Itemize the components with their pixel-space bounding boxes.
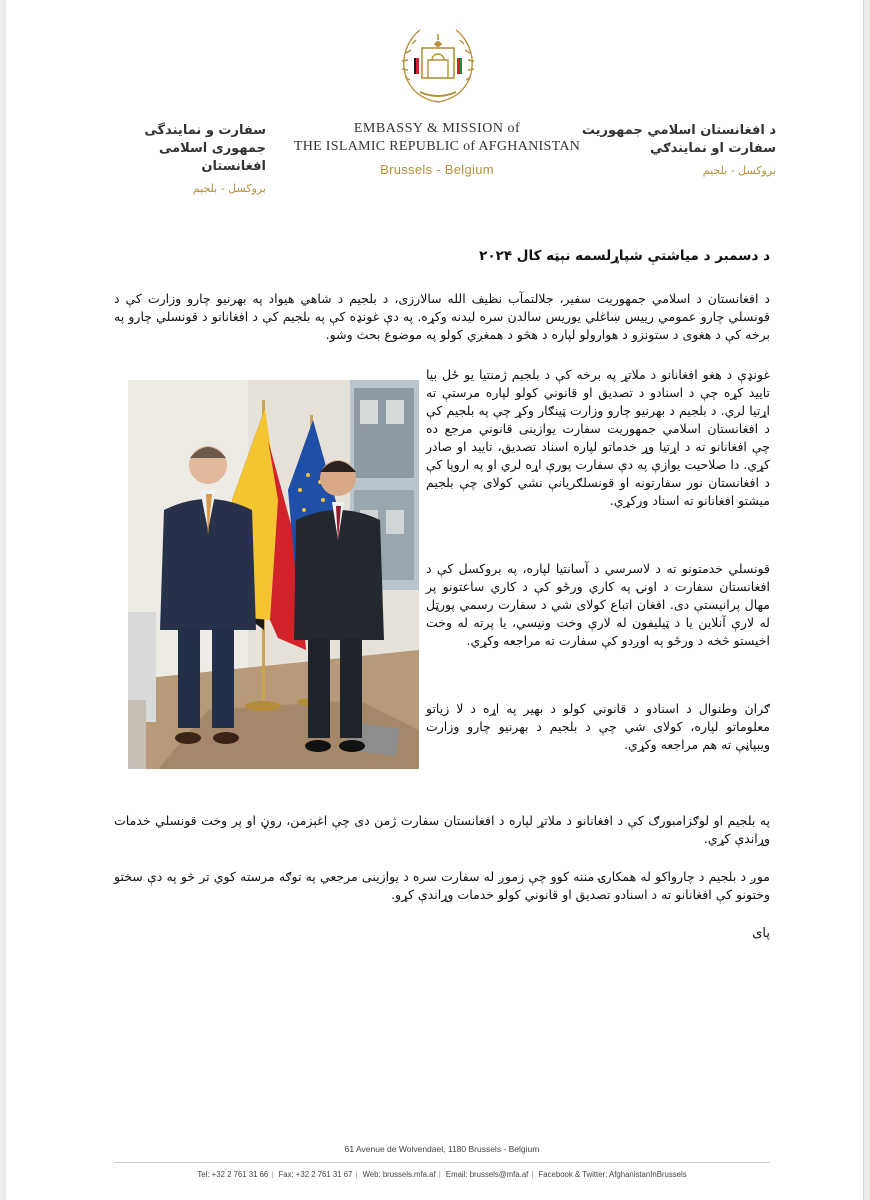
footer-fax: Fax: +32 2 761 31 67: [278, 1170, 353, 1179]
letterhead-page: [6, 0, 864, 1200]
header-pashto-line1: د افغانستان اسلامي جمهوریت: [581, 123, 776, 138]
paragraph-3: قونسلي خدمتونو ته د لاسرسي د آسانتیا لپاره، په بروکسل کې د افغانستان سفارت د اونۍ په کاري ورځو کې د کاري ساعتونو پر مهال پرانیستې دی. افغان اتباع کولای شي د سفارت رسمي پورټل له لارې آنلاین یا د ټیلیفون له لارې وخت ونیسي، یا پرته له وخت اخیستو څخه د ورځو په اوږدو کې سفارت ته مراجعه وکړي.: [426, 561, 770, 648]
header-dari-line1: سفارت و نمایندگی: [144, 123, 266, 138]
afghanistan-emblem-icon: [392, 18, 484, 110]
header-dari-line2: جمهوری اسلامی افغانستان: [158, 141, 266, 174]
header-english-city: Brussels - Belgium: [380, 162, 494, 177]
footer-tel: Tel: +32 2 761 31 66: [197, 1170, 269, 1179]
footer-web[interactable]: Web: brussels.mfa.af: [362, 1170, 436, 1179]
article-title: د دسمبر د میاشتې شپاړلسمه نېټه کال ۲۰۲۴: [479, 248, 770, 264]
footer-email[interactable]: Email: brussels@mfa.af: [445, 1170, 529, 1179]
meeting-photo: [128, 380, 419, 769]
header-english-line2: THE ISLAMIC REPUBLIC of AFGHANISTAN: [293, 139, 581, 154]
paragraph-4: ګران وطنوال د اسنادو د قانوني کولو د بهیر په اړه د لا زیاتو معلوماتو لپاره، کولای شي چې د بلجیم د بهرنیو چارو وزارت ویبپاڼې ته هم مراجعه وکړي.: [426, 701, 770, 752]
header-dari-block: [96, 122, 266, 198]
header-pashto-line2: سفارت او نمایندګي: [649, 141, 776, 156]
footer-divider: [114, 1162, 770, 1163]
page-edge: [863, 0, 864, 1200]
paragraph-1: د افغانستان د اسلامي جمهوریت سفیر، جلالتمآب نظیف الله سالارزی، د بلجیم د شاهي هیواد په بهرنیو چارو وزارت کې د قونسلي چارو عمومي رییس ښاغلي یوریس سالدن سره لیدنه وکړه. په دې غونډه کې په بلجیم کې د افغانانو د قونسلي چارو په برخه کې د هغوی د ستونزو د هوارولو لپاره د هڅو د همغږي کولو په موضوع بحث وشو.: [114, 291, 770, 342]
paragraph-5: په بلجیم او لوګزامبورګ کې د افغانانو د ملاتړ لپاره د افغانستان سفارت ژمن دی چې اغېزمن، روڼ او پر وخت قونسلي خدمات وړاندې کړي.: [114, 813, 770, 846]
footer-contacts: Tel: +32 2 761 31 66 | Fax: +32 2 761 31 67 | Web: brussels.mfa.af | Email: brussels@mfa.af | Facebook & Twitter: AfghanistanInBrussels: [197, 1170, 687, 1179]
closing-word: پای: [752, 926, 770, 941]
header-dari-city: بروکسل - بلجیم: [192, 182, 266, 195]
paragraph-2: غونډې د هغو افغانانو د ملاتړ په برخه کې د بلجیم ژمنتیا یو ځل بیا تایید کړه چې د اسنادو د تصدیق او قانوني کولو لپاره مرستې ته اړتیا لري. د بلجیم د بهرنیو چارو وزارت ټینګار وکړ چې په بلجیم کې د افغانستان اسلامي جمهوریت سفارت یوازینی قانوني مرجع ده چې افغانانو ته د اړتیا وړ خدماتو لپاره اسناد تصدیق، تایید او صادر کړي. دا صلاحیت یوازې په دې سفارت پورې اړه لري او په اروپا کې د افغانستان نور سفارتونه او قونسلګریانې نشي کولای چې بلجیم میشتو افغانانو ته اسناد ورکړي.: [426, 367, 770, 508]
header-pashto-block: [578, 122, 776, 180]
footer-address: 61 Avenue de Wolvendael, 1180 Brussels - Belgium: [344, 1144, 540, 1154]
footer-social[interactable]: Facebook & Twitter: AfghanistanInBrussels: [538, 1170, 687, 1179]
header-english-line1: EMBASSY & MISSION of: [353, 121, 521, 136]
header-pashto-city: بروکسل - بلجیم: [702, 164, 776, 177]
paragraph-6: موږ د بلجیم د چارواکو له همکارۍ مننه کوو چې زموږ له سفارت سره د یوازینی مرجعي په توګه مرسته کوي تر څو په دې سختو وختونو کې افغانانو ته د اسنادو تصدیق او قانوني کولو خدمات وړاندې کړو.: [114, 869, 770, 902]
header-english-block: [286, 120, 588, 177]
